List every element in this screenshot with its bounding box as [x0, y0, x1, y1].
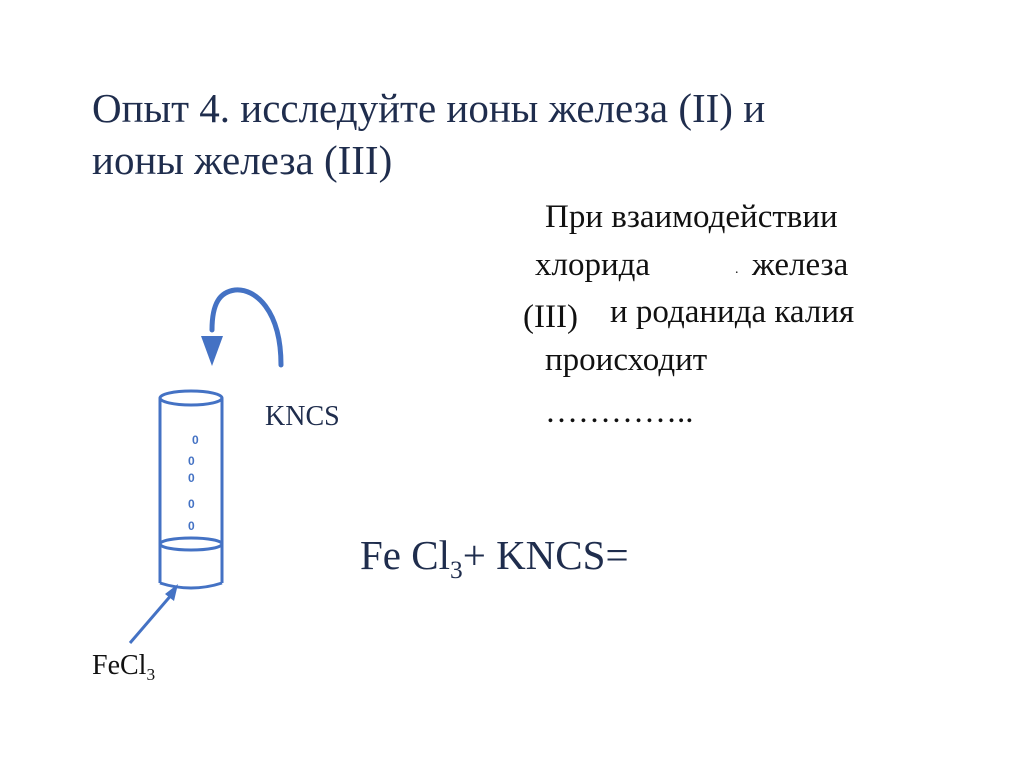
test-tube [160, 391, 222, 588]
description-word-thiocyanate: и роданида калия [610, 294, 855, 330]
drop-bubble: 0 [188, 471, 195, 485]
equation-subscript: 3 [450, 555, 463, 584]
title-line-2: ионы железа (III) [92, 137, 393, 183]
equation-part-2: + KNCS= [462, 532, 629, 578]
reagent-label: KNCS [265, 401, 340, 432]
description-word-iii: (III) [523, 299, 578, 335]
title-line-1: Опыт 4. исследуйте ионы железа (II) и [92, 85, 766, 131]
liquid-surface [160, 538, 222, 550]
pointer-arrow-icon [130, 584, 178, 643]
equation-part-1: Fe Cl [360, 532, 450, 578]
solution-label [92, 650, 156, 685]
drop-bubble: 0 [188, 454, 195, 468]
solution-label-subscript: 3 [146, 665, 156, 685]
description-line-1: При взаимодействии [545, 199, 838, 235]
solution-label-text: FeCl [92, 650, 147, 681]
drop-bubble: 0 [188, 497, 195, 511]
curved-arrow-icon [201, 290, 281, 366]
description-line-4: происходит [545, 342, 708, 378]
stray-mark: . [735, 262, 739, 277]
description-ellipsis: ………….. [545, 394, 694, 430]
drop-bubble: 0 [192, 433, 199, 447]
description-word-iron: железа [752, 247, 849, 283]
description-word-chloride: хлорида [535, 247, 651, 283]
drop-bubble: 0 [188, 519, 195, 533]
reaction-equation [360, 531, 629, 584]
